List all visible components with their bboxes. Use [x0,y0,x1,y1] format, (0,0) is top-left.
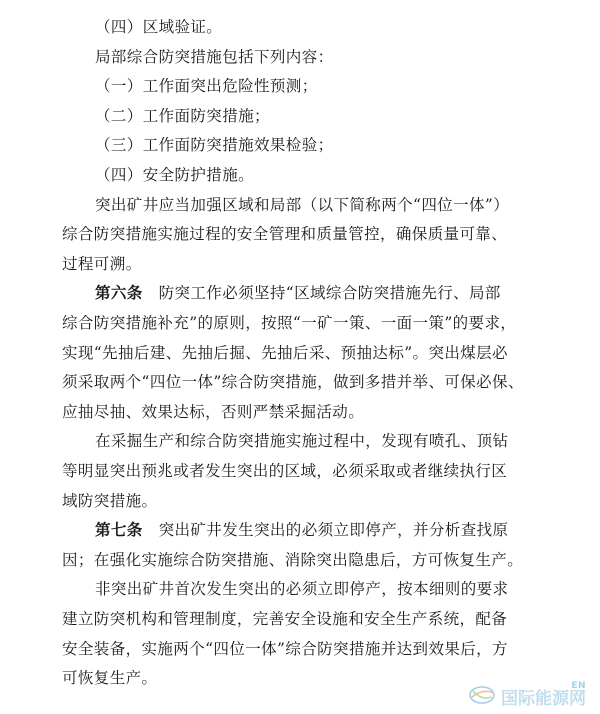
text-line [62,254,580,274]
line-text: 非突出矿井首次发生突出的必须立即停产，按本细则的要求 [95,580,509,598]
watermark-en: EN [571,681,586,691]
text-line [95,579,580,599]
text-line [62,372,580,392]
line-text: 局部综合防突措施包括下列内容： [95,48,334,66]
article-number: 第六条 [95,283,159,302]
text-line [95,76,580,96]
text-line [62,224,580,244]
text-line [95,283,580,303]
text-line [62,402,580,422]
text-line [95,520,580,540]
line-text: 突出矿井应当加强区域和局部（以下简称两个“四位一体”） [95,196,510,214]
line-text: （三）工作面防突措施效果检验； [95,136,334,154]
line-text: 等明显突出预兆或者发生突出的区域，必须采取或者继续执行区 [62,462,508,480]
line-text: 防突工作必须坚持“区域综合防突措施先行、局部 [158,284,501,302]
text-line [95,431,580,451]
line-text: （二）工作面防突措施； [95,107,270,125]
watermark [467,682,586,708]
text-line [62,550,580,570]
line-text: 综合防突措施实施过程的安全管理和质量管控，确保质量可靠、 [62,225,508,243]
line-text: 突出矿井发生突出的必须立即停产，并分析查找原 [158,521,509,539]
text-line [95,47,580,67]
line-text: 应抽尽抽、效果达标，否则严禁采掘活动。 [62,403,365,421]
line-text: 过程可溯。 [62,255,142,273]
line-text: 可恢复生产。 [62,669,158,687]
line-text: 因；在强化实施综合防突措施、消除突出隐患后，方可恢复生产。 [62,551,524,569]
text-line [95,195,580,215]
text-line [95,106,580,126]
text-line [95,17,580,37]
article-number: 第七条 [95,520,159,539]
text-line [95,135,580,155]
line-text: 安全装备，实施两个“四位一体”综合防突措施并达到效果后，方 [62,640,508,658]
text-line [62,491,580,511]
text-line [95,165,580,185]
line-text: （一）工作面突出危险性预测； [95,77,318,95]
globe-logo-icon [467,684,497,706]
text-line [62,639,580,659]
line-text: （四）安全防护措施。 [95,166,255,184]
text-line [62,343,580,363]
line-text: 域防突措施。 [62,492,158,510]
line-text: 建立防突机构和管理制度，完善安全设施和安全生产系统，配备 [62,610,508,628]
line-text: 综合防突措施补充”的原则，按照“一矿一策、一面一策”的要求， [62,314,517,332]
watermark-text: 国际能源网 [501,689,586,709]
line-text: 须采取两个“四位一体”综合防突措施，做到多措并举、可保必保、 [62,373,524,391]
line-text: 实现“先抽后建、先抽后掘、先抽后采、预抽达标”。突出煤层必 [62,344,508,362]
text-line [62,609,580,629]
line-text: 在采掘生产和综合防突措施实施过程中，发现有喷孔、顶钻 [95,432,509,450]
text-line [62,461,580,481]
line-text: （四）区域验证。 [95,18,223,36]
text-line [62,313,580,333]
